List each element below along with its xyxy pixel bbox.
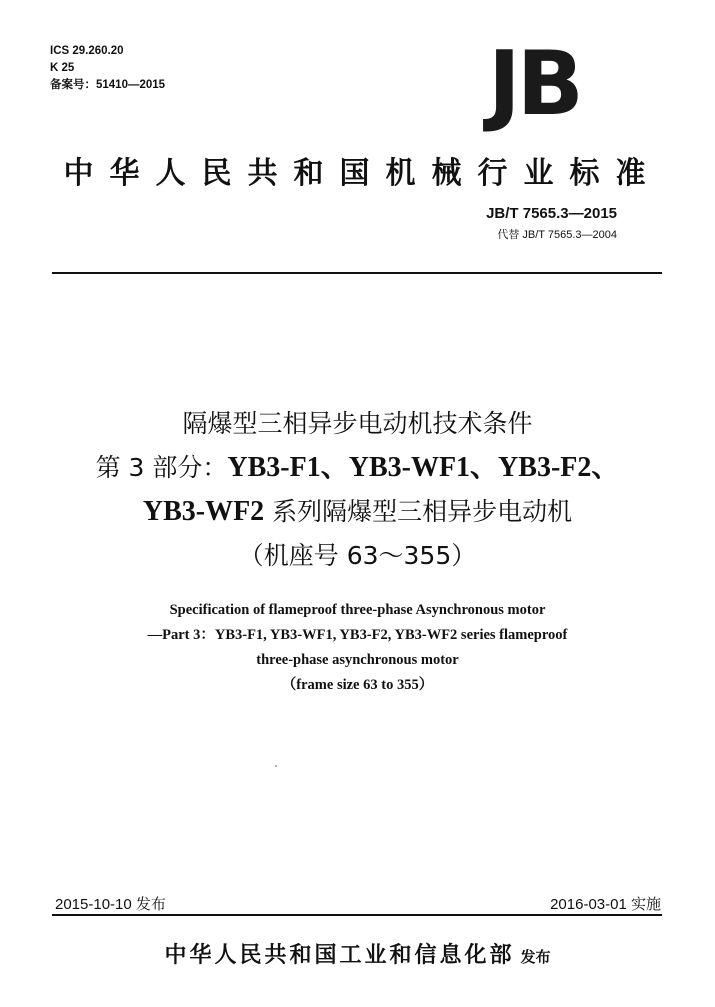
cn-title-model: YB3-WF2 [142, 496, 265, 527]
issuing-organization: 中华人民共和国工业和信息化部 [164, 943, 515, 968]
scan-speck [275, 765, 277, 767]
issuer-label: 发布 [520, 948, 551, 966]
chinese-title [0, 402, 715, 578]
cn-title-part: 第 3 部分： [95, 453, 228, 482]
footer-divider [52, 914, 662, 916]
cn-title-models: YB3-F1、YB3-WF1、YB3-F2、 [227, 452, 620, 483]
standard-number-block [486, 205, 617, 242]
en-title-line-2: —Part 3：YB3-F1, YB3-WF1, YB3-F2, YB3-WF2 series flameproof [147, 627, 568, 643]
en-title-line-3: three-phase asynchronous motor [256, 652, 459, 668]
en-title-line-1: Specification of flameproof three-phase Asynchronous motor [169, 602, 546, 618]
header-divider [52, 272, 662, 274]
ccs-code: K 25 [50, 62, 75, 74]
en-title-line-4: （frame size 63 to 355） [281, 677, 434, 693]
record-number: 备案号：51410—2015 [50, 79, 166, 91]
cn-title-series: 系列隔爆型三相异步电动机 [264, 497, 573, 526]
cn-title-line-4: （机座号 63～355） [238, 541, 477, 570]
issuer-block [0, 938, 715, 969]
implement-date-block [550, 893, 661, 914]
classification-block [50, 43, 165, 94]
ics-code: ICS 29.260.20 [50, 45, 124, 57]
cn-title-line-1: 隔爆型三相异步电动机技术条件 [182, 409, 533, 438]
cn-title-line-2 [0, 446, 715, 490]
replaces-standard: 代替 JB/T 7565.3—2004 [497, 229, 617, 241]
jb-logo: JB [488, 32, 580, 135]
implement-label: 实施 [630, 895, 661, 913]
issue-date-block [55, 893, 166, 914]
standard-category-title: 中华人民共和国机械行业标准 [63, 156, 662, 191]
issue-label: 发布 [135, 895, 166, 913]
english-title [0, 598, 715, 698]
standard-number: JB/T 7565.3—2015 [486, 205, 617, 222]
cn-title-line-3 [0, 490, 715, 534]
implement-date: 2016-03-01 [550, 896, 627, 913]
issue-date: 2015-10-10 [55, 896, 132, 913]
